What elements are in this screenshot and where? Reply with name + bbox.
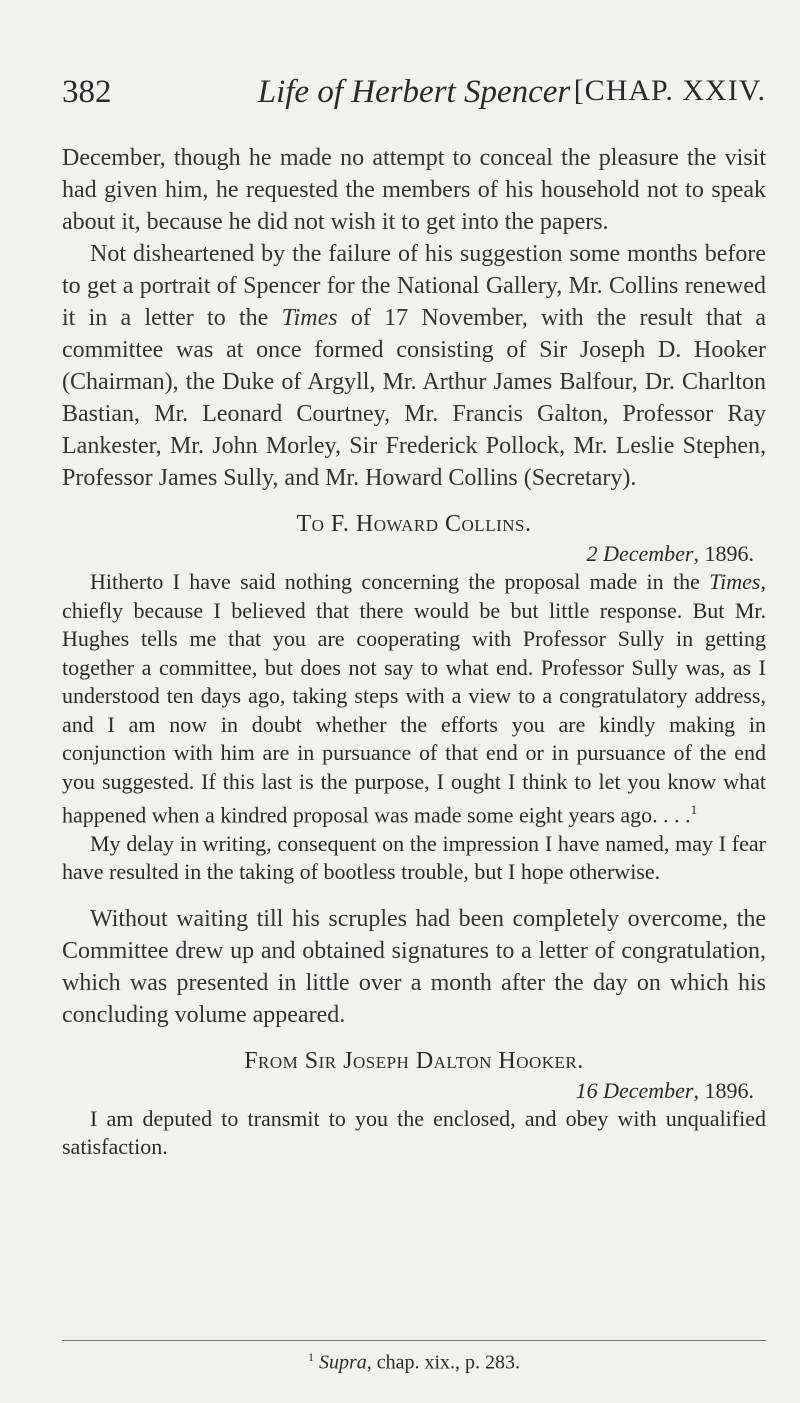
text-span: Not disheartened by the failure of his suggestion some months before to get a portrait of Spencer for the National Gallery, Mr. Collins renewed it in a letter to the (62, 241, 766, 331)
letter-1-para-2: My delay in writing, consequent on the impression I have named, may I fear have resulted in the taking of bootless trouble, but I hope otherwise. (62, 830, 766, 885)
paragraph-3: Without waiting till his scruples had been completely overcome, the Committee drew up and obtained signatures to a letter of congratulation, which was presented in little over a month after the day on which his concluding volume appeared. (62, 905, 766, 1028)
letter-1-heading: To F. Howard Collins. (296, 511, 532, 537)
paragraph-1: December, though he made no attempt to conceal the pleasure the visit had given him, he requested the members of his household not to speak about it, because he did not wish it to get into the papers. (62, 145, 766, 235)
footnote-rule (62, 1340, 766, 1341)
letter-1-para-1 (62, 568, 766, 830)
spacer (62, 494, 766, 508)
letter-2-date (62, 1077, 766, 1105)
date-year: , 1896. (693, 541, 754, 566)
date-day: 2 December (586, 541, 694, 566)
running-header (62, 74, 766, 118)
text-span: , chiefly because I believed that there would be but little response. But Mr. Hughes tells me that you are cooperating with Professor Sully in getting together a committee, but does not say to what end. Professor Sully was, as I understood ten days ago, taking steps with a view to a congratulatory address, and I am now in doubt whether the efforts you are kindly making in conjunction with him are in pursuance of that end or in pursuance of the end you suggested. If this last is the purpose, I ought I think to let you know what happened when a kindred proposal was made some eight years ago. . . . (62, 569, 766, 828)
page-body (62, 142, 766, 1162)
letter-1-date (62, 540, 766, 568)
spacer (62, 887, 766, 903)
spacer (62, 1031, 766, 1045)
running-title: Life of Herbert Spencer (257, 74, 571, 110)
date-day: 16 December (575, 1077, 694, 1103)
footnote-supra: Supra (318, 1351, 367, 1374)
page-number: 382 (62, 74, 112, 110)
date-year: , 1896. (693, 1077, 754, 1103)
chapter-label: [CHAP. XXIV. (573, 74, 766, 107)
footnote-mark: 1 (307, 1350, 314, 1364)
footnote-text: , chap. xix., p. 283. (366, 1351, 521, 1374)
text-span: Hitherto I have said nothing concerning the proposal made in the (90, 569, 710, 594)
footnote-ref: 1 (690, 802, 698, 817)
times-title: Times (281, 305, 338, 331)
letter-2-text: I am deputed to transmit to you the enclosed, and obey with unqualified satisfaction. (62, 1105, 766, 1160)
times-title: Times (709, 569, 761, 594)
paragraph-2 (62, 238, 766, 494)
letter-2-heading: From Sir Joseph Dalton Hooker. (244, 1047, 584, 1074)
footnote (62, 1350, 766, 1375)
text-span: of 17 November, with the result that a committee was at once formed consisting of Sir Joseph D. Hooker (Chairman), the Duke of Argyll, Mr. Arthur James Balfour, Dr. Charlton Bastian, Mr. Leonard Courtney, Mr. Francis Galton, Professor Ray Lankester, Mr. John Morley, Sir Frederick Pollock, Mr. Leslie Stephen, Professor James Sully, and Mr. Howard Collins (Secretary). (62, 305, 766, 491)
